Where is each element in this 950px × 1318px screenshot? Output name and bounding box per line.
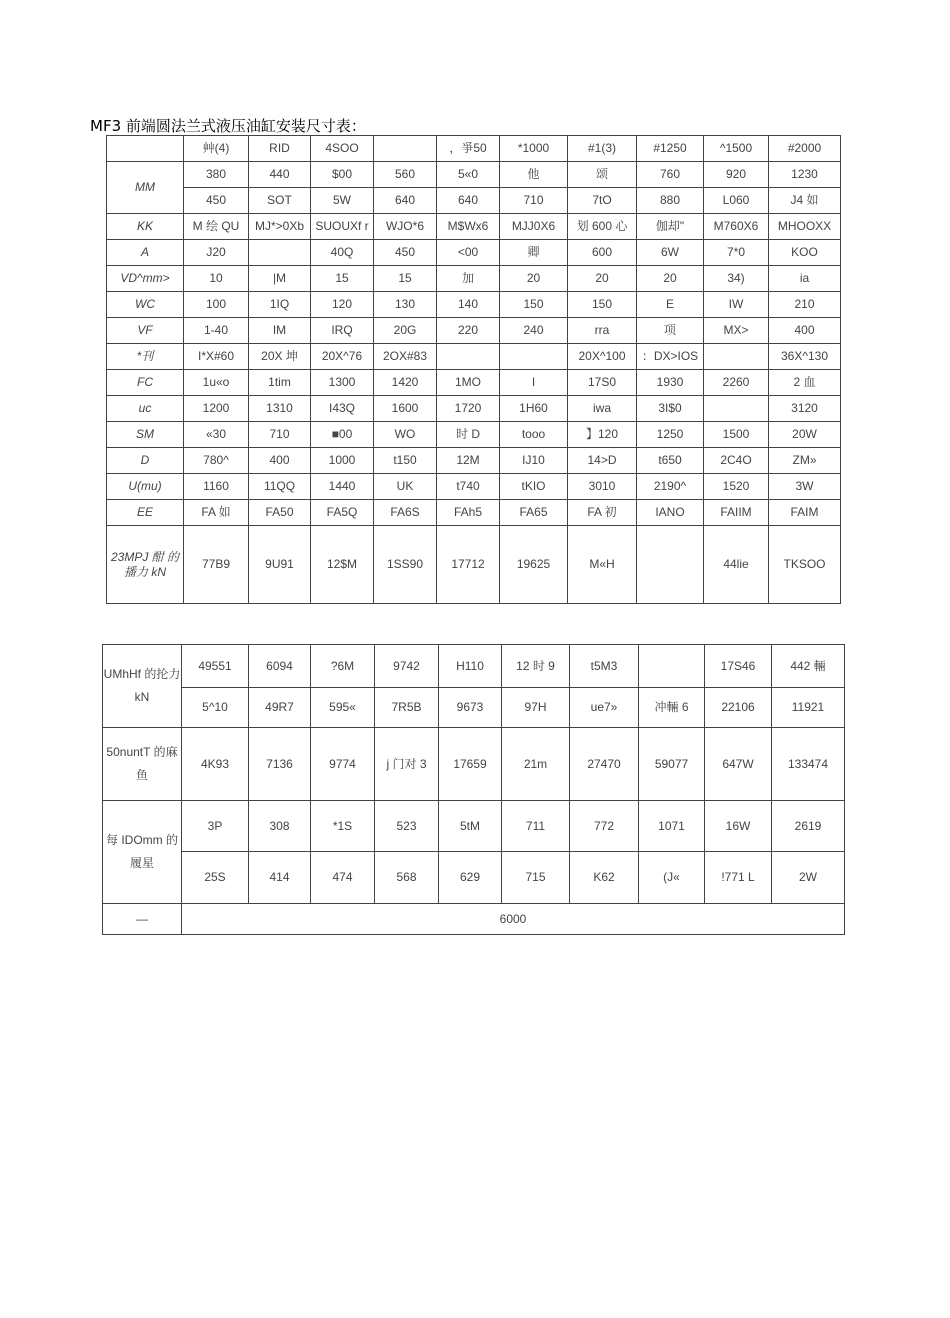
table-cell: 颂 [568, 162, 637, 188]
table-cell: 130 [374, 292, 437, 318]
row-label: UMhHf 的抡力 kN [103, 645, 182, 728]
table-cell: tooo [500, 422, 568, 448]
table-cell: *1S [311, 801, 375, 852]
table-cell: 600 [568, 240, 637, 266]
table-cell: #1250 [637, 136, 704, 162]
table-cell: 920 [704, 162, 769, 188]
table-cell: 1MO [437, 370, 500, 396]
table-cell: MHOOXX [769, 214, 841, 240]
table-cell: M$Wx6 [437, 214, 500, 240]
table-cell: 20X^76 [311, 344, 374, 370]
table-cell: 3I$0 [637, 396, 704, 422]
table-cell: 伽却" [637, 214, 704, 240]
table-cell: 1u«o [184, 370, 249, 396]
table-row [103, 728, 845, 801]
table-cell: 414 [249, 852, 311, 904]
table-cell: 77B9 [184, 526, 249, 604]
row-label: EE [107, 500, 184, 526]
table-cell: ，爭50 [437, 136, 500, 162]
table-cell: 400 [769, 318, 841, 344]
table-cell: 450 [374, 240, 437, 266]
table-cell: 12$M [311, 526, 374, 604]
table-cell: J4 如 [769, 188, 841, 214]
table-cell: M«H [568, 526, 637, 604]
table-cell: 560 [374, 162, 437, 188]
table-cell: 15 [374, 266, 437, 292]
table-cell [704, 396, 769, 422]
table-cell: 5^10 [182, 688, 249, 728]
row-label [107, 136, 184, 162]
table-row [107, 240, 841, 266]
table-cell: 140 [437, 292, 500, 318]
table-cell: 595« [311, 688, 375, 728]
table-cell: 34) [704, 266, 769, 292]
table-cell: FA50 [249, 500, 311, 526]
table-cell: 100 [184, 292, 249, 318]
table-cell: 项 [637, 318, 704, 344]
table-cell: MJJ0X6 [500, 214, 568, 240]
table-cell: 400 [249, 448, 311, 474]
row-label: VD^mm> [107, 266, 184, 292]
table-cell: 44lie [704, 526, 769, 604]
row-label: D [107, 448, 184, 474]
table-cell: 220 [437, 318, 500, 344]
table-row [107, 214, 841, 240]
table-cell: ^1500 [704, 136, 769, 162]
table-cell: 7R5B [375, 688, 439, 728]
table-cell: 49551 [182, 645, 249, 688]
table-cell: 240 [500, 318, 568, 344]
table-row [107, 448, 841, 474]
table-cell: ZM» [769, 448, 841, 474]
row-label: uc [107, 396, 184, 422]
table-cell: 711 [502, 801, 570, 852]
table-row [107, 188, 841, 214]
table-cell: 1440 [311, 474, 374, 500]
table-cell: 36X^130 [769, 344, 841, 370]
force-weight-table [102, 644, 845, 935]
table-cell: 20X^100 [568, 344, 637, 370]
table-cell: 1310 [249, 396, 311, 422]
table-cell: 120 [311, 292, 374, 318]
table-cell: MJ*>0Xb [249, 214, 311, 240]
table-cell: 1930 [637, 370, 704, 396]
table-cell: 11QQ [249, 474, 311, 500]
table-cell: ：DX>IOS [637, 344, 704, 370]
table-cell: 9673 [439, 688, 502, 728]
table-cell: 16W [705, 801, 772, 852]
table-cell: 40Q [311, 240, 374, 266]
table-cell: t650 [637, 448, 704, 474]
row-label: 23MPJ 酣 的播力 kN [107, 526, 184, 604]
table-cell: 17712 [437, 526, 500, 604]
table-cell: 20X 坤 [249, 344, 311, 370]
table-cell: 568 [375, 852, 439, 904]
table-row [107, 292, 841, 318]
table-row [107, 474, 841, 500]
row-label: KK [107, 214, 184, 240]
stroke-value: 6000 [182, 904, 845, 935]
table-cell: 308 [249, 801, 311, 852]
table-cell: SUOUXf r [311, 214, 374, 240]
row-label: 每 IDOmm 的履星 [103, 801, 182, 904]
table-cell: $00 [311, 162, 374, 188]
table-cell: FA5Q [311, 500, 374, 526]
table-row [107, 370, 841, 396]
table-cell: 1300 [311, 370, 374, 396]
table-cell: H110 [439, 645, 502, 688]
table-cell: 440 [249, 162, 311, 188]
table-cell: 1SS90 [374, 526, 437, 604]
table-cell: SOT [249, 188, 311, 214]
table-cell: 6W [637, 240, 704, 266]
table-row [107, 396, 841, 422]
table-cell: FA 如 [184, 500, 249, 526]
table-cell: IJ10 [500, 448, 568, 474]
table-cell: t150 [374, 448, 437, 474]
table-cell: 59077 [639, 728, 705, 801]
table-cell: TKSOO [769, 526, 841, 604]
dimension-table [106, 135, 841, 604]
table-cell: 710 [249, 422, 311, 448]
table-cell: 97H [502, 688, 570, 728]
table-cell: E [637, 292, 704, 318]
row-label: — [103, 904, 182, 935]
table-cell: 5«0 [437, 162, 500, 188]
table-cell [500, 344, 568, 370]
table-cell: 7tO [568, 188, 637, 214]
table-cell [374, 136, 437, 162]
table-cell: 1520 [704, 474, 769, 500]
table-cell: 2OX#83 [374, 344, 437, 370]
table-cell: !771 L [705, 852, 772, 904]
table-cell: 3120 [769, 396, 841, 422]
table-cell: j 门对 3 [375, 728, 439, 801]
table-cell: MX> [704, 318, 769, 344]
table-cell: 1200 [184, 396, 249, 422]
table-cell: ?6M [311, 645, 375, 688]
table-cell: 12 时 9 [502, 645, 570, 688]
table-cell: FAh5 [437, 500, 500, 526]
row-label: U(mu) [107, 474, 184, 500]
table-row [103, 852, 845, 904]
table-cell: 9742 [375, 645, 439, 688]
row-label: MM [107, 162, 184, 214]
table-cell: 20W [769, 422, 841, 448]
row-label: FC [107, 370, 184, 396]
table-cell: 卿 [500, 240, 568, 266]
table-cell: 他 [500, 162, 568, 188]
table-cell: 150 [568, 292, 637, 318]
table-cell: 11921 [772, 688, 845, 728]
table-cell: 7136 [249, 728, 311, 801]
table-cell: 艸(4) [184, 136, 249, 162]
table-cell: ia [769, 266, 841, 292]
table-cell: ■00 [311, 422, 374, 448]
row-label: SM [107, 422, 184, 448]
table-cell: FA65 [500, 500, 568, 526]
table-cell: 640 [374, 188, 437, 214]
table-cell: 442 輛 [772, 645, 845, 688]
table-cell: 133474 [772, 728, 845, 801]
table-cell: IM [249, 318, 311, 344]
table-cell: 1IQ [249, 292, 311, 318]
table-cell: 12M [437, 448, 500, 474]
table-row [107, 422, 841, 448]
table-row [107, 500, 841, 526]
table-cell: I [500, 370, 568, 396]
table-cell: 20 [568, 266, 637, 292]
table-cell: 17659 [439, 728, 502, 801]
table-cell: 7*0 [704, 240, 769, 266]
table-cell: 880 [637, 188, 704, 214]
table-cell: 715 [502, 852, 570, 904]
table-cell [437, 344, 500, 370]
row-label: 50nuntT 的麻鱼 [103, 728, 182, 801]
table-cell: 640 [437, 188, 500, 214]
table-cell: t740 [437, 474, 500, 500]
table-cell: 2190^ [637, 474, 704, 500]
page-title: MF3 前端圆法兰式液压油缸安装尺寸表： [90, 117, 366, 135]
table-cell: FA 初 [568, 500, 637, 526]
row-label: VF [107, 318, 184, 344]
table-cell: 5W [311, 188, 374, 214]
table-cell: M760X6 [704, 214, 769, 240]
table-cell: 523 [375, 801, 439, 852]
table-cell: #1(3) [568, 136, 637, 162]
table-row [107, 162, 841, 188]
table-cell: tKIO [500, 474, 568, 500]
table-cell: 加 [437, 266, 500, 292]
table-cell: UK [374, 474, 437, 500]
table-cell: 冲輛 6 [639, 688, 705, 728]
table-cell: KOO [769, 240, 841, 266]
table-cell: 2W [772, 852, 845, 904]
table-cell: 20G [374, 318, 437, 344]
table-cell: ue7» [570, 688, 639, 728]
table-cell: |M [249, 266, 311, 292]
table-cell: K62 [570, 852, 639, 904]
table-cell: iwa [568, 396, 637, 422]
table-cell: «30 [184, 422, 249, 448]
row-label: *刊 [107, 344, 184, 370]
table-cell: <00 [437, 240, 500, 266]
table-cell: 2260 [704, 370, 769, 396]
table-cell: IW [704, 292, 769, 318]
table-cell: IANO [637, 500, 704, 526]
table-cell [704, 344, 769, 370]
table-cell: M 绘 QU [184, 214, 249, 240]
table-cell: RID [249, 136, 311, 162]
table-cell: 3010 [568, 474, 637, 500]
table-cell: L060 [704, 188, 769, 214]
table-cell: 9774 [311, 728, 375, 801]
table-row [107, 266, 841, 292]
table-cell: 629 [439, 852, 502, 904]
table-cell: 2C4O [704, 448, 769, 474]
table-cell: 1600 [374, 396, 437, 422]
table-cell: #2000 [769, 136, 841, 162]
table-cell: 6094 [249, 645, 311, 688]
table-cell: 1071 [639, 801, 705, 852]
table-cell [637, 526, 704, 604]
table-cell: (J« [639, 852, 705, 904]
table-cell: 710 [500, 188, 568, 214]
table-cell: 25S [182, 852, 249, 904]
table-cell: 1tim [249, 370, 311, 396]
table-cell: 3P [182, 801, 249, 852]
table-cell: 10 [184, 266, 249, 292]
table-cell: 647W [705, 728, 772, 801]
table-cell: 772 [570, 801, 639, 852]
table-cell: 20 [637, 266, 704, 292]
table-row [107, 344, 841, 370]
table-cell: 21m [502, 728, 570, 801]
table-cell: t5M3 [570, 645, 639, 688]
row-label: WC [107, 292, 184, 318]
table-cell: 17S0 [568, 370, 637, 396]
row-label: A [107, 240, 184, 266]
table-cell: 1000 [311, 448, 374, 474]
table-cell: 1500 [704, 422, 769, 448]
table-row [103, 904, 845, 935]
table-cell: 150 [500, 292, 568, 318]
table-row [103, 801, 845, 852]
table-cell: 780^ [184, 448, 249, 474]
table-cell: 1230 [769, 162, 841, 188]
table-cell: I43Q [311, 396, 374, 422]
table-cell: 14>D [568, 448, 637, 474]
table-row [107, 136, 841, 162]
table-cell: 17S46 [705, 645, 772, 688]
table-cell: FAIIM [704, 500, 769, 526]
table-cell: 1420 [374, 370, 437, 396]
table-cell: 划 600 心 [568, 214, 637, 240]
table-cell: 4K93 [182, 728, 249, 801]
table-cell: 1160 [184, 474, 249, 500]
table-cell: 9U91 [249, 526, 311, 604]
table-row [103, 645, 845, 688]
table-cell: J20 [184, 240, 249, 266]
table-cell: I*X#60 [184, 344, 249, 370]
table-row [107, 318, 841, 344]
table-cell [639, 645, 705, 688]
table-cell: WO [374, 422, 437, 448]
table-cell: *1000 [500, 136, 568, 162]
table-cell: 210 [769, 292, 841, 318]
table-cell: 760 [637, 162, 704, 188]
table-cell: 1720 [437, 396, 500, 422]
table-cell: 时 D [437, 422, 500, 448]
table-cell: FA6S [374, 500, 437, 526]
table-cell: 3W [769, 474, 841, 500]
table-cell: 20 [500, 266, 568, 292]
table-cell: 474 [311, 852, 375, 904]
table-cell: IRQ [311, 318, 374, 344]
table-cell: 2 血 [769, 370, 841, 396]
table-cell: 5tM [439, 801, 502, 852]
table-cell: FAIM [769, 500, 841, 526]
table-cell [249, 240, 311, 266]
table-row [103, 688, 845, 728]
table-cell: 49R7 [249, 688, 311, 728]
table-cell: 15 [311, 266, 374, 292]
table-cell: 2619 [772, 801, 845, 852]
table-cell: 1250 [637, 422, 704, 448]
table-cell: 27470 [570, 728, 639, 801]
table-cell: WJO*6 [374, 214, 437, 240]
table-cell: 19625 [500, 526, 568, 604]
table-cell: 380 [184, 162, 249, 188]
table-cell: 1-40 [184, 318, 249, 344]
table-row [107, 526, 841, 604]
table-cell: 450 [184, 188, 249, 214]
table-cell: 】120 [568, 422, 637, 448]
table-cell: 4SOO [311, 136, 374, 162]
table-cell: 1H60 [500, 396, 568, 422]
table-cell: rra [568, 318, 637, 344]
table-cell: 22106 [705, 688, 772, 728]
